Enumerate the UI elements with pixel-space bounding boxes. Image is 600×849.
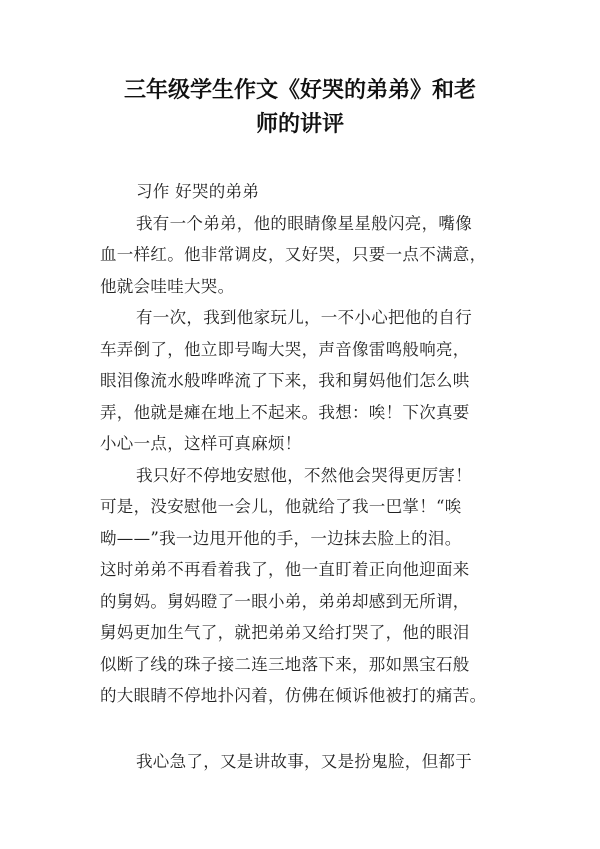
title-line: 师的讲评 (255, 112, 344, 137)
document-title (90, 74, 510, 142)
paragraph-line: 车弄倒了，他立即号啕大哭，声音像雷鸣般响亮， (100, 339, 470, 359)
paragraph-line: 呦——”我一边甩开他的手，一边抹去脸上的泪。 (100, 528, 462, 548)
paragraph-line: 眼泪像流水般哗哗流了下来，我和舅妈他们怎么哄 (100, 371, 470, 390)
essay-body (100, 176, 520, 777)
paragraph-line: 可是，没安慰他一会儿，他就给了我一巴掌！“唉 (100, 497, 462, 516)
paragraph-line: 他就会哇哇大哭。 (100, 276, 235, 296)
paragraph-line: 我只好不停地安慰他，不然他会哭得更厉害！ (136, 465, 472, 485)
essay-heading: 习作 好哭的弟弟 (136, 182, 260, 201)
paragraph-line: 我心急了，又是讲故事，又是扮鬼脸，但都于 (136, 751, 472, 771)
paragraph-line: 似断了线的珠子接二连三地落下来，那如黑宝石般 (100, 654, 470, 674)
paragraph-line: 弄，他就是瘫在地上不起来。我想：唉！下次真要 (100, 402, 470, 422)
paragraph-line: 舅妈更加生气了，就把弟弟又给打哭了，他的眼泪 (100, 623, 470, 642)
paragraph-line: 的舅妈。舅妈瞪了一眼小弟，弟弟却感到无所谓， (100, 591, 470, 611)
title-line: 三年级学生作文《好哭的弟弟》和老 (123, 78, 476, 103)
paragraph-line: 的大眼睛不停地扑闪着，仿佛在倾诉他被打的痛苦。 (100, 686, 487, 705)
paragraph-line: 这时弟弟不再看着我了，他一直盯着正向他迎面来 (100, 560, 470, 579)
paragraph-line: 血一样红。他非常调皮，又好哭，只要一点不满意， (100, 245, 487, 264)
paragraph-line: 我有一个弟弟，他的眼睛像星星般闪亮，嘴像 (136, 213, 472, 233)
paragraph-gap (100, 712, 520, 746)
paragraph-line: 小心一点，这样可真麻烦！ (100, 434, 302, 453)
paragraph-line: 有一次，我到他家玩儿，一不小心把他的自行 (136, 308, 472, 327)
